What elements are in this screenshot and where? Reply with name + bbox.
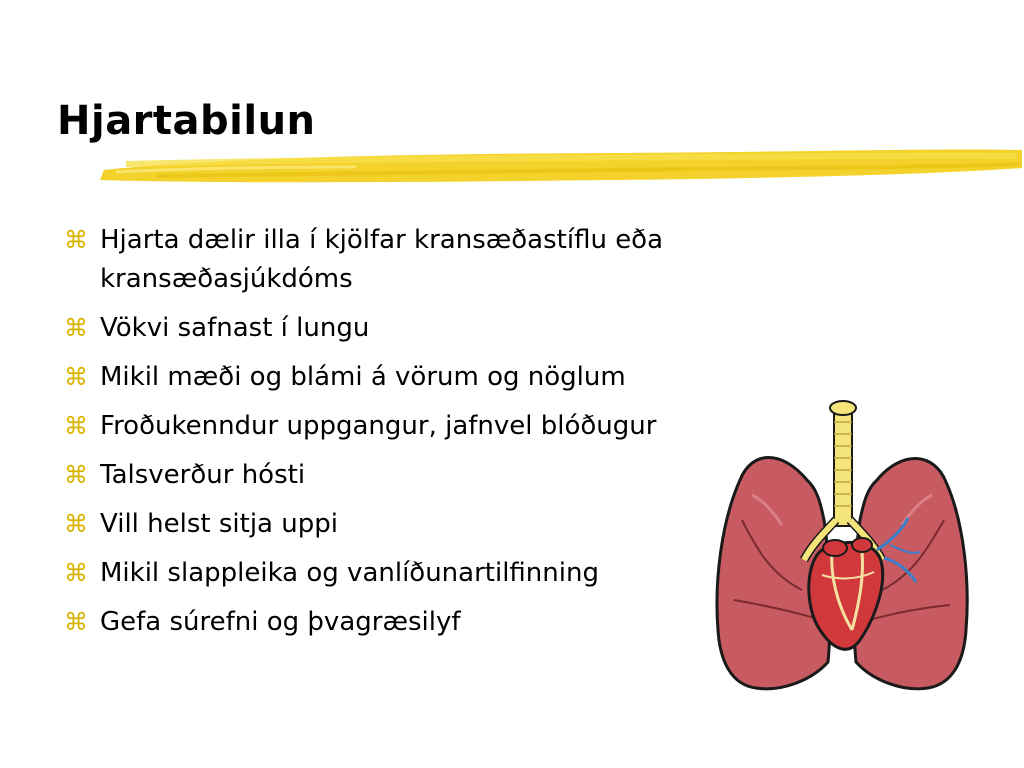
bullet-item <box>62 456 762 495</box>
bullet-text: Talsverður hósti <box>100 460 306 490</box>
bullet-item <box>62 358 762 397</box>
command-glyph-icon: ⌘ <box>64 461 88 489</box>
lungs-heart-illustration-icon <box>712 400 972 700</box>
bullet-item <box>62 407 762 446</box>
bullet-text: Froðukenndur uppgangur, jafnvel blóðugur <box>100 411 657 441</box>
bullet-text: Hjarta dælir illa í kjölfar kransæðastíflu eða kransæðasjúkdóms <box>100 225 664 294</box>
bullet-item <box>62 505 762 544</box>
bullet-list <box>62 221 762 652</box>
bullet-item <box>62 554 762 593</box>
trachea <box>834 406 852 526</box>
bullet-item <box>62 221 762 299</box>
command-glyph-icon: ⌘ <box>64 559 88 587</box>
command-glyph-icon: ⌘ <box>64 510 88 538</box>
bullet-item <box>62 309 762 348</box>
command-glyph-icon: ⌘ <box>64 608 88 636</box>
command-glyph-icon: ⌘ <box>64 363 88 391</box>
bullet-text: Vökvi safnast í lungu <box>100 313 370 343</box>
command-glyph-icon: ⌘ <box>64 314 88 342</box>
bullet-text: Mikil slappleika og vanlíðunartilfinning <box>100 558 599 588</box>
command-glyph-icon: ⌘ <box>64 226 88 254</box>
bullet-text: Gefa súrefni og þvagræsilyf <box>100 607 461 637</box>
command-glyph-icon: ⌘ <box>64 412 88 440</box>
slide-title: Hjartabilun <box>57 98 316 144</box>
yellow-brush-stroke <box>96 140 1024 192</box>
bullet-text: Vill helst sitja uppi <box>100 509 338 539</box>
bullet-item <box>62 603 762 642</box>
bullet-text: Mikil mæði og blámi á vörum og nöglum <box>100 362 626 392</box>
